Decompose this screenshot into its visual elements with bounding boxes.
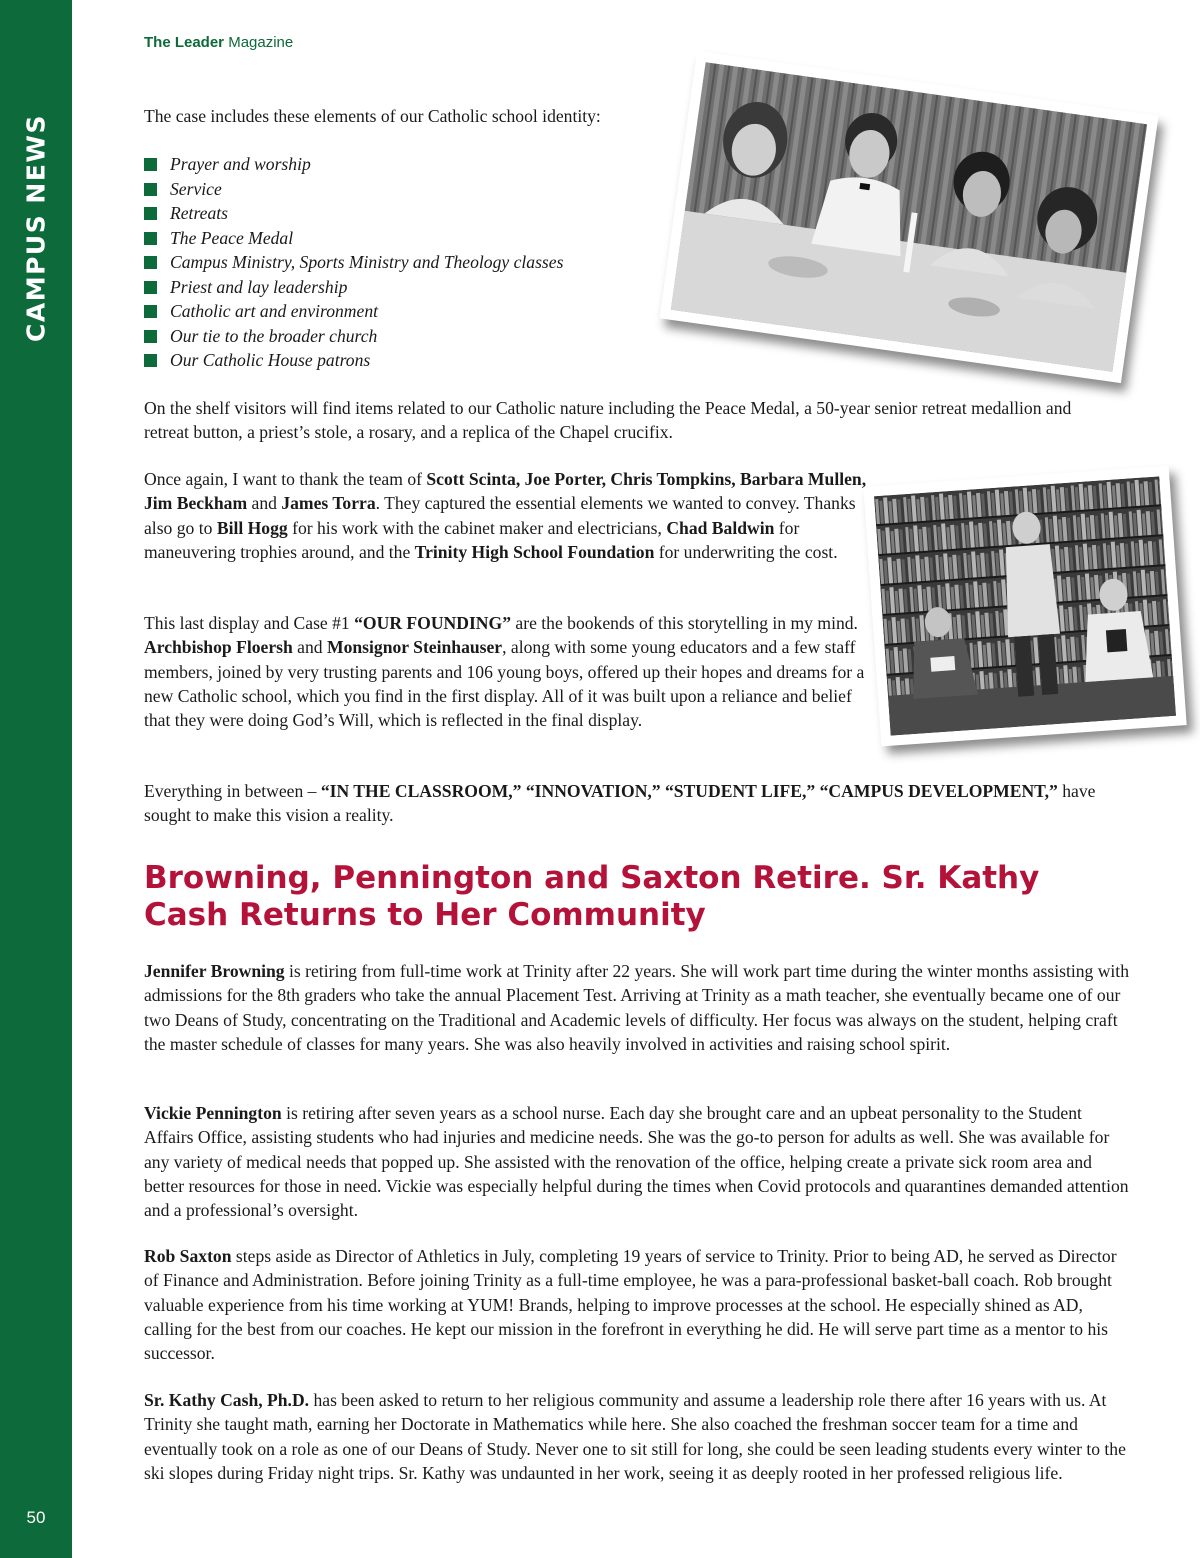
text-run: and <box>247 493 282 514</box>
list-item: Priest and lay leadership <box>144 275 563 300</box>
list-item: Our Catholic House patrons <box>144 348 563 373</box>
retiree-paragraph-pennington <box>144 1101 1134 1222</box>
list-item: Our tie to the broader church <box>144 324 563 349</box>
vintage-library-photo <box>863 466 1186 747</box>
retiree-text: steps aside as Director of Athletics in July, completing 19 years of service to Trinity. Prior to being AD, he served as Director of Finance and Administration. Before joining Trinity as a full-time employee, he was a para-professional basket-ball coach. Rob brought valuable experience from his time working at YUM! Brands, helping to improve processes at the school. He especially shined as AD, calling for the best from our coaches. He kept our mission in the forefront in everything he did. He will serve part time as a mentor to his successor. <box>144 1246 1117 1364</box>
text-run: , along with some young educators and a few staff members, joined by very trusting parents and 106 young boys, offered up their hopes and dreams for a new Catholic school, which you find in the first display. All of it was built upon a reliance and belief that they were doing God’s Will, which is reflected in the final display. <box>144 637 865 731</box>
thanks-paragraph <box>144 467 884 564</box>
identity-elements-list <box>144 152 563 373</box>
photo-dance-image <box>671 62 1147 372</box>
vintage-dance-photo <box>659 51 1158 383</box>
text-run: . They captured the essential elements we wanted to convey. Thanks also go to <box>144 493 856 538</box>
list-item: Prayer and worship <box>144 152 563 177</box>
bookends-paragraph <box>144 611 869 732</box>
retiree-text: is retiring after seven years as a school nurse. Each day she brought care and an upbeat personality to the Student Affairs Office, assisting students who had injuries and medicine needs. She was the go-to person for adults as well. She was available for any variety of medical needs that popped up. She assisted with the renovation of the office, helping create a private sick room area and better resources for those in need. Vickie was especially helpful during the times when Covid protocols and quarantines demanded attention and a professional’s oversight. <box>144 1103 1129 1221</box>
retiree-paragraph-browning <box>144 959 1134 1056</box>
text-run: for his work with the cabinet maker and electricians, <box>287 517 667 538</box>
list-item: Catholic art and environment <box>144 299 563 324</box>
text-run: This last display and Case #1 <box>144 613 355 633</box>
magazine-name-regular: Magazine <box>224 34 294 51</box>
text-run: for maneuvering trophies around, and the <box>144 517 800 562</box>
list-item: The Peace Medal <box>144 226 563 251</box>
retiree-name: Vickie Pennington <box>144 1103 282 1123</box>
text-run: have sought to make this vision a reality. <box>144 781 1096 826</box>
retiree-name: Jennifer Browning <box>144 961 285 981</box>
magazine-masthead <box>144 34 293 51</box>
magazine-name-bold: The Leader <box>144 34 225 51</box>
sidebar-bar <box>0 0 72 1558</box>
retiree-text: has been asked to return to her religious community and assume a leadership role there after 16 years with us. At Trinity she taught math, earning her Doctorate in Mathematics while here. She also coached the freshman soccer team for a time and eventually took on a role as one of our Deans of Study. Never one to sit still for long, she could be seen leading students every winter to the ski slopes during Friday night trips. Sr. Kathy was undaunted in her work, seeing it as deeply rooted in her professed religious life. <box>144 1390 1126 1483</box>
retiree-name: Sr. Kathy Cash, Ph.D. <box>144 1390 310 1410</box>
team-names: Scott Scinta, Joe Porter, Chris Tompkins, Barbara Mullen, Jim Beckham <box>144 469 867 514</box>
text-run: are the bookends of this storytelling in my mind. <box>511 613 858 633</box>
retiree-paragraph-saxton <box>144 1244 1134 1365</box>
case-our-founding: “OUR FOUNDING” <box>354 613 511 633</box>
retiree-text: is retiring from full-time work at Trinity after 22 years. She will work part time during the winter months assisting with admissions for the 8th graders who take the annual Placement Test. Arriving at Trinity as a math teacher, she eventually became one of our two Deans of Study, concentrating on the Traditional and Academic levels of difficulty. Her focus was always on the student, helping craft the master schedule of classes for many years. She was also heavily involved in activities and raising school spirit. <box>144 961 1129 1054</box>
article-headline: Browning, Pennington and Saxton Retire. Sr. Kathy Cash Returns to Her Community <box>144 860 1040 933</box>
name-monsignor: Monsignor Steinhauser <box>326 637 503 658</box>
text-run: Everything in between – <box>144 781 321 801</box>
list-item: Service <box>144 177 563 202</box>
list-item: Campus Ministry, Sports Ministry and Theology classes <box>144 250 563 275</box>
team-name-last: James Torra <box>281 493 376 514</box>
intro-text: The case includes these elements of our Catholic school identity: <box>144 106 601 126</box>
name-archbishop: Archbishop Floersh <box>144 637 293 658</box>
shelf-paragraph: On the shelf visitors will find items related to our Catholic nature including the Peace Medal, a 50-year senior retreat medallion and retreat button, a priest’s stole, a rosary, and a replica of the Chapel crucifix. <box>144 398 1072 443</box>
between-paragraph <box>144 779 1134 828</box>
page-number: 50 <box>26 1508 46 1527</box>
photo-library-image <box>874 476 1176 735</box>
retiree-paragraph-cash <box>144 1388 1134 1485</box>
name-chad-baldwin: Chad Baldwin <box>666 517 775 538</box>
text-run: Once again, I want to thank the team of <box>144 469 427 489</box>
name-foundation: Trinity High School Foundation <box>414 541 655 562</box>
retiree-name: Rob Saxton <box>144 1246 232 1266</box>
name-bill-hogg: Bill Hogg <box>216 517 288 538</box>
text-run: for underwriting the cost. <box>654 541 838 562</box>
text-run: and <box>292 637 327 658</box>
list-item: Retreats <box>144 201 563 226</box>
section-label: CAMPUS NEWS <box>21 114 51 342</box>
case-names: “IN THE CLASSROOM,” “INNOVATION,” “STUDENT LIFE,” “CAMPUS DEVELOPMENT,” <box>320 781 1058 801</box>
